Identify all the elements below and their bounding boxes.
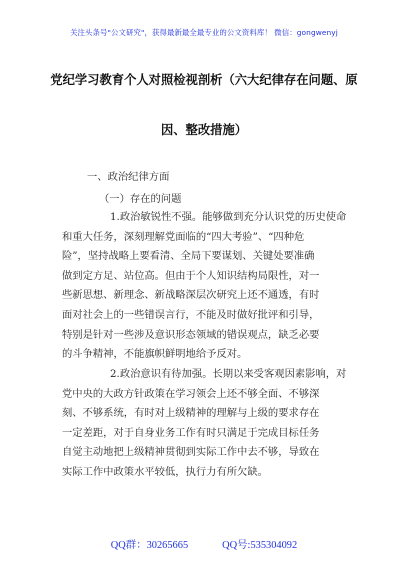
paragraph-line: 刻、不够系统，有时对上级精神的理解与上级的要求存在 xyxy=(62,407,320,420)
paragraph-line: 的斗争精神，不能旗帜鲜明地给予反对。 xyxy=(62,348,248,361)
paragraph-2 xyxy=(62,365,346,483)
paragraph-line: 党中央的大政方针政策在学习领会上还不够全面、不够深 xyxy=(62,387,320,400)
footer-qq-group: QQ群：30265665 xyxy=(110,540,189,551)
footer-contact xyxy=(0,536,408,551)
paragraph-line: 实际工作中政策水平较低，执行力有所欠缺。 xyxy=(62,465,268,478)
paragraph-line: 面对社会上的一些错误言行，不能及时做好批评和引导， xyxy=(62,308,320,321)
paragraph-line: 做到定方足、站位高。但由于个人知识结构局限性，对一 xyxy=(62,269,320,282)
paragraph-line: 和重大任务，深刻理解党面临的“四大考验”、“四种危 xyxy=(62,230,305,243)
paragraph-line: 些新思想、新理念、新战略深层次研究上还不通透，有时 xyxy=(62,289,320,302)
paragraph-line: 1.政治敏锐性不强。能够做到充分认识党的历史使命 xyxy=(110,211,347,223)
footer-qq: QQ号:535304092 xyxy=(222,540,298,551)
subsection-heading: （一）存在的问题 xyxy=(99,193,182,205)
paragraph-line: 特别是针对一些涉及意识形态领域的错误观点，缺乏必要 xyxy=(62,328,320,341)
paragraph-line: 一定差距，对于自身业务工作有时只满足于完成目标任务 xyxy=(62,426,320,439)
paragraph-line: 2.政治意识有待加强。长期以来受客观因素影响，对 xyxy=(110,368,347,380)
document-title-line-2: 因、整改措施） xyxy=(160,122,248,137)
paragraph-line: 自觉主动地把上级精神贯彻到实际工作中去不够，导致在 xyxy=(62,446,320,459)
paragraph-1 xyxy=(62,208,346,365)
document-title-line-1: 党纪学习教育个人对照检视剖析（六大纪律存在问题、原 xyxy=(50,72,358,87)
section-heading: 一、政治纪律方面 xyxy=(87,171,170,183)
header-banner: 关注头条号"公文研究"，获得最新最全最专业的公文资料库！ 微信：gongwenyj xyxy=(70,28,338,37)
paragraph-line: 险”，坚持战略上要看清、全局下要谋划、关键处要准确 xyxy=(62,250,315,263)
